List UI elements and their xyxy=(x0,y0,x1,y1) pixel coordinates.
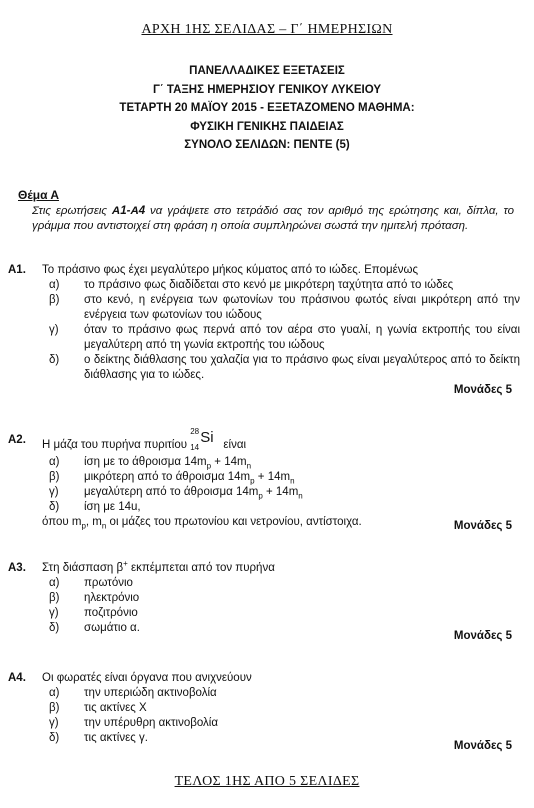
question-stem: Στη διάσπαση β+ εκπέμπεται από τον πυρήνα xyxy=(42,559,275,574)
option-c xyxy=(42,485,520,500)
option-letter: α) xyxy=(49,279,60,291)
option-text: μικρότερη από το άθροισμα $14m_p + 14m_n$ xyxy=(84,471,295,486)
option-text: τις ακτίνες γ. xyxy=(84,732,148,744)
option-text: ίση με 14u, xyxy=(84,501,141,513)
option-d xyxy=(42,731,520,746)
option-letter: α) xyxy=(49,577,60,589)
question-number: Α3. xyxy=(8,562,26,574)
option-letter: δ) xyxy=(49,622,60,634)
option-text: ηλεκτρόνιο xyxy=(84,592,140,604)
option-text: σωμάτιο α. xyxy=(84,622,140,634)
question-a1 xyxy=(8,263,520,383)
section-title: Θέμα Α xyxy=(18,188,60,202)
option-letter: δ) xyxy=(49,501,60,513)
option-text: πρωτόνιο xyxy=(84,577,133,589)
question-stem: Το πράσινο φως έχει μεγαλύτερο μήκος κύματος από το ιώδες. Επομένως xyxy=(42,264,418,276)
option-text: ίση με το άθροισμα $14m_p + 14m_n$ xyxy=(84,456,252,471)
option-text: ο δείκτης διάθλασης του χαλαζία για το πράσινο φως είναι μεγαλύτερος από το δείκτη διάθλασης για το ιώδες. xyxy=(84,354,520,381)
option-letter: γ) xyxy=(49,717,59,729)
option-c xyxy=(42,606,520,621)
option-text: την υπέρυθρη ακτινοβολία xyxy=(84,717,218,729)
page-footer: ΤΕΛΟΣ 1ΗΣ ΑΠΟ 5 ΣΕΛΙΔΕΣ xyxy=(174,774,360,789)
marks-a4: Μονάδες 5 xyxy=(453,740,512,752)
option-letter: β) xyxy=(49,592,60,604)
question-a4 xyxy=(8,671,520,746)
option-letter: δ) xyxy=(49,732,60,744)
title-line: ΣΥΝΟΛΟ ΣΕΛΙΔΩΝ: ΠΕΝΤΕ (5) xyxy=(184,139,350,152)
option-letter: β) xyxy=(49,471,60,483)
option-a xyxy=(42,278,520,293)
title-line: ΦΥΣΙΚΗ ΓΕΝΙΚΗΣ ΠΑΙΔΕΙΑΣ xyxy=(190,120,344,133)
option-text: τις ακτίνες Χ xyxy=(84,702,147,714)
question-number: Α2. xyxy=(8,434,26,446)
option-c xyxy=(42,716,520,731)
question-range: Α1-Α4 xyxy=(111,205,146,217)
marks-a3: Μονάδες 5 xyxy=(453,630,512,642)
option-letter: γ) xyxy=(49,607,59,619)
page-header: ΑΡΧΗ 1ΗΣ ΣΕΛΙΔΑΣ – Γ΄ ΗΜΕΡΗΣΙΩΝ xyxy=(141,22,393,37)
option-text: ποζιτρόνιο xyxy=(84,607,138,619)
question-number: Α4. xyxy=(8,672,26,684)
title-line: ΤΕΤΑΡΤΗ 20 ΜΑΪΟΥ 2015 - ΕΞΕΤΑΖΟΜΕΝΟ ΜΑΘΗΜΑ: xyxy=(119,102,415,115)
question-a2 xyxy=(8,427,520,531)
option-letter: β) xyxy=(49,702,60,714)
option-letter: β) xyxy=(49,294,60,306)
question-stem: Οι φωρατές είναι όργανα που ανιχνεύουν xyxy=(42,672,252,684)
question-note: όπου $m_p$, $m_n$ οι μάζες του πρωτονίου και νετρονίου, αντίστοιχα. xyxy=(42,516,362,531)
option-b xyxy=(42,591,520,606)
exam-title-block xyxy=(0,62,534,155)
option-b xyxy=(42,293,520,323)
marks-a2: Μονάδες 5 xyxy=(453,520,512,532)
option-letter: α) xyxy=(49,456,60,468)
title-line: Γ΄ ΤΑΞΗΣ ΗΜΕΡΗΣΙΟΥ ΓΕΝΙΚΟΥ ΛΥΚΕΙΟΥ xyxy=(152,83,382,96)
option-text: όταν το πράσινο φως περνά από τον αέρα στο γυαλί, η γωνία εκτροπής του είναι μεγαλύτερη από τη γωνία εκτροπής του ιώδους xyxy=(84,324,520,351)
question-a3 xyxy=(8,561,520,636)
option-d xyxy=(42,500,520,515)
option-b xyxy=(42,470,520,485)
option-letter: α) xyxy=(49,687,60,699)
option-c xyxy=(42,323,520,353)
title-line: ΠΑΝΕΛΛΑΔΙΚΕΣ ΕΞΕΤΑΣΕΙΣ xyxy=(189,65,345,77)
option-d xyxy=(42,621,520,636)
question-stem: Η μάζα του πυρήνα πυριτίου 28 14 Si είναι xyxy=(42,427,247,452)
option-a xyxy=(42,576,520,591)
option-d xyxy=(42,353,520,383)
option-text: την υπεριώδη ακτινοβολία xyxy=(84,687,217,699)
option-a xyxy=(42,455,520,470)
option-letter: γ) xyxy=(49,486,59,498)
option-a xyxy=(42,686,520,701)
option-letter: δ) xyxy=(49,354,60,366)
option-letter: γ) xyxy=(49,324,59,336)
section-instructions: Στις ερωτήσεις Α1-Α4 να γράψετε στο τετράδιό σας τον αριθμό της ερώτησης και, δίπλα, το γράμμα που αντιστοιχεί στη φράση η οποία συμπληρώνει σωστά την ημιτελή πρόταση. xyxy=(32,205,514,232)
silicon-nuclide: 28 14 Si xyxy=(190,427,214,452)
option-b xyxy=(42,701,520,716)
option-text: το πράσινο φως διαδίδεται στο κενό με μικρότερη ταχύτητα από το ιώδες xyxy=(84,279,454,291)
option-text: μεγαλύτερη από το άθροισμα $14m_p + 14m_n$ xyxy=(84,486,303,501)
question-number: Α1. xyxy=(8,264,26,276)
option-text: στο κενό, η ενέργεια των φωτονίων του πράσινου φωτός είναι μικρότερη από την ενέργεια των φωτονίων του ιώδους xyxy=(84,294,520,321)
marks-a1: Μονάδες 5 xyxy=(453,384,512,396)
